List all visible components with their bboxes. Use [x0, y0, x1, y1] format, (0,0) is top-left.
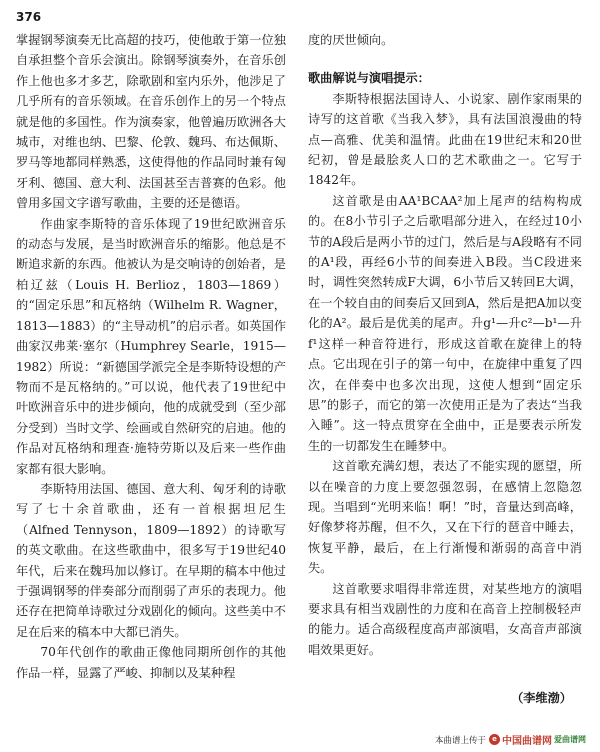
paragraph-continuation: 度的厌世倾向。 — [308, 33, 394, 47]
site-logo — [489, 732, 586, 747]
paragraph: 70年代创作的歌曲正像他同期所创作的其他作品一样，显露了严峻、抑制以及某种程 — [16, 645, 286, 680]
logo-icon: e — [489, 734, 500, 745]
paragraph: 这首歌充满幻想，表达了不能实现的愿望，所以在噪音的力度上要忽强忽弱，在感情上忽隐忽现。当唱到“光明来临！啊！”时，音量达到高峰，好像梦将苏醒，但不久，又在下行的琶音中睡去，恢复平静，最后，在上行渐慢和渐弱的高音中消失。 — [308, 459, 582, 576]
left-column — [16, 30, 286, 683]
logo-text: 中国曲谱网 — [502, 736, 552, 747]
paragraph: 作曲家李斯特的音乐体现了19世纪欧洲音乐的动态与发展，是当时欧洲音乐的缩影。他总是不断追求新的东西。他被认为是交响诗的创始者，是柏辽兹（Louis H. Berlioz，1803—1869）的“固定乐思”和瓦格纳（Wilhelm R. Wagner，1813—1883）的“主导动机”的启示者。如英国作曲家汉弗莱·塞尔（Humphrey Searle，1915—1982）所说：“新德国学派完全是李斯特设想的产物而不是瓦格纳的。”可以说，他代表了19世纪中叶欧洲音乐中的进步倾向，他的成就受到（至少部分受到）当时文学、绘画或自然研究的启迪。他的作品对瓦格纳和理查·施特劳斯以及后来一些作曲家都有很大影响。 — [16, 216, 286, 476]
paragraph: 李斯特用法国、德国、意大利、匈牙利的诗歌写了七十余首歌曲，还有一首根据坦尼生（Alfned Tennyson，1809—1892）的诗歌写的英文歌曲。在这些歌曲中，很多写于19世纪40年代，后来在魏玛加以修订。在早期的稿本中他过于强调钢琴的伴奏部分而削弱了声乐的表现力。他还存在把简单诗歌过分戏剧化的倾向。这些美中不足在后来的稿本中大都已消失。 — [16, 481, 286, 639]
paragraph: 这首歌是由AA¹BCAA²加上尾声的结构构成的。在8小节引子之后歌唱部分进入，在经过10小节的A段后是两小节的过门，然后是与A段略有不同的A¹段，再经6小节的间奏进入B段。当C段进来时，调性突然转成F大调，6小节后又转回E大调，在一个较自由的间奏后又回到A，然后是把A加以变化的A²。最后是优美的尾声。升g¹—升c²—b¹—升f¹这样一种音符进行，形成这首歌在旋律上的特点。它出现在引子的第一句中，在旋律中重复了四次，在伴奏中也多次出现，这使人想到“固定乐思”的影子，而它的第一次使用正是为了表达“当我入睡”。这一特点贯穿在全曲中，正是要表示所发生的一切都发生在睡梦中。 — [308, 193, 582, 453]
right-column — [308, 30, 582, 709]
paragraph: 这首歌要求唱得非常连贯，对某些地方的演唱要求具有相当戏剧性的力度和在高音上控制极轻声的能力。适合高级程度高声部演唱，女高音声部演唱效果更好。 — [308, 581, 582, 657]
footer-watermark — [435, 732, 586, 747]
author-byline: （李维渤） — [511, 691, 572, 706]
paragraph: 掌握钢琴演奏无比高超的技巧，使他敢于第一位独自承担整个音乐会演出。除钢琴演奏外，在音乐创作上他也多才多艺，除歌剧和室内乐外，他涉足了几乎所有的音乐领域。在音乐创作上的另一个特点就是他的多国性。作为演奏家，他曾遍历欧洲各大城市，对维也纳、巴黎、伦敦、魏玛、布达佩斯、罗马等地都同样熟悉，这使得他的作品同时兼有匈牙利、德国、意大利、法国甚至吉普赛的色彩。他曾用多国文字谱写歌曲，主要的还是德语。 — [16, 33, 286, 211]
page-number: 376 — [16, 10, 42, 24]
logo-subtext: 爱曲谱网 — [554, 735, 586, 744]
section-title: 歌曲解说与演唱提示： — [308, 71, 430, 86]
upload-text: 本曲谱上传于 — [434, 735, 486, 746]
paragraph: 李斯特根据法国诗人、小说家、剧作家雨果的诗写的这首歌《当我入梦》，具有法国浪漫曲的特点—高雅、优美和温情。此曲在19世纪末和20世纪初，曾是最脍炙人口的艺术歌曲之一。它写于1842年。 — [308, 91, 582, 188]
